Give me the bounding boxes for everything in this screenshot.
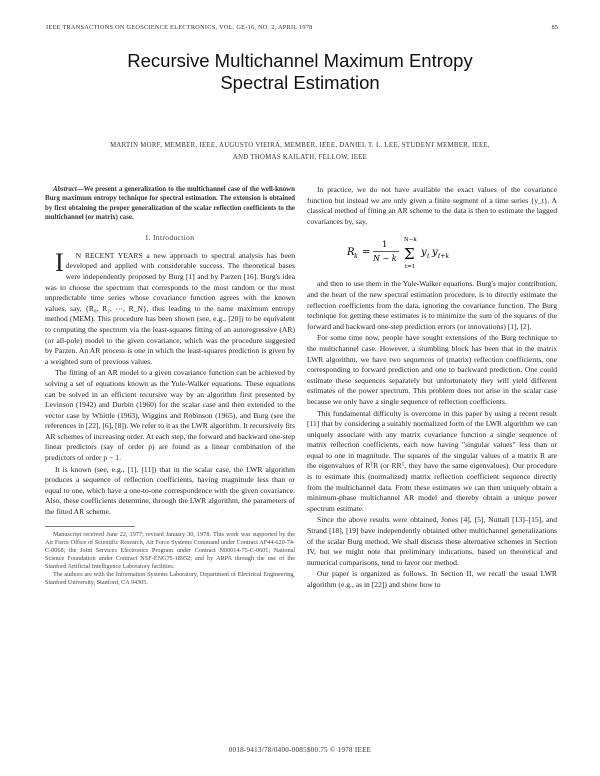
footnote-divider bbox=[45, 526, 135, 527]
eq-term-y2: y bbox=[432, 247, 438, 259]
abstract-label: Abstract bbox=[53, 186, 77, 193]
eq-sum-upper: N−k bbox=[404, 237, 417, 244]
covariance-estimate-equation bbox=[307, 229, 557, 275]
intro-paragraph-1: IN RECENT YEARS a new approach to spectral analysis has been developed and applied with considerable success. The theoretical bases were independently proposed by Burg [1] and by Parzen [16]. Burg's idea was to choose the spectrum that corresponds to the most random or the most unpredictable time series whose covariance function agrees with the known values, say, {R₀, R₁, ⋯, R_N}, thus leading to the name maximum entropy method (MEM). This procedure has been shown (see, e.g., [20]) to be equivalent to computing the spectrum via the least-squares fitting of an autoregressive (AR) (or all-pole) model to the given covariance, which was the procedure suggested by Parzen. An AR process is one in which the least-squares prediction is given by a weighted sum of previous values. bbox=[45, 247, 295, 366]
eq-lhs-sub: k bbox=[354, 252, 358, 261]
author-list bbox=[40, 140, 560, 164]
copyright-line: 0018-9413/78/0400-0085$00.75 © 1978 IEEE bbox=[228, 746, 372, 754]
eq-lhs: R bbox=[347, 247, 355, 259]
page-number: 85 bbox=[551, 24, 558, 31]
eq-denominator: N − k bbox=[373, 254, 397, 264]
eq-numerator: 1 bbox=[382, 240, 388, 251]
intro-paragraph-3: It is known (see, e.g., [1], [11]) that in the scalar case, the LWR algorithm produces a sequence of reflection coefficients, having magnitude less than or equal to one, which have a one-to-one correspondence with the given covariance. Also, these coefficients determine, through the LWR algorithm, the parameters of the fitted AR scheme. bbox=[45, 464, 295, 517]
running-head: IEEE TRANSACTIONS ON GEOSCIENCE ELECTRONICS, VOL. GE-16, NO. 2, APRIL 1978 bbox=[46, 24, 313, 31]
title-line-1: Recursive Multichannel Maximum Entropy bbox=[127, 50, 473, 71]
right-paragraph-6: Our paper is organized as follows. In Section II, we recall the usual LWR algorithm (e.g., as in [22]) and show how to bbox=[307, 569, 557, 589]
authors-line-1: MARTIN MORF, MEMBER, IEEE, AUGUSTO VIEIRA, MEMBER, IEEE, DANIEL T. L. LEE, STUDENT MEMBER, IEEE, bbox=[110, 142, 490, 149]
title-line-2: Spectral Estimation bbox=[220, 72, 380, 93]
right-paragraph-2: and then to use them in the Yule-Walker equations. Burg's major contribution, and the heart of the new spectral estimation procedure, is to directly estimate the reflection coefficients from the data, ignoring the covariance function. The Burg technique for getting these estimates is to minimize the sum of the squares of the forward and backward one-step prediction errors (or innovations) [1], [2]. bbox=[307, 279, 557, 331]
footnote-affiliation: The authors are with the Information Systems Laboratory, Department of Electrical Engineering, Stanford University, Stanford, CA 94305. bbox=[45, 570, 295, 586]
eq-term-y1-sub: t bbox=[427, 253, 430, 261]
paper-title bbox=[0, 50, 600, 94]
right-paragraph-1: In practice, we do not have available the exact values of the covariance function but instead we are only given a finite segment of a time series {y_t}. A classical method of fitting an AR scheme to the data is then to estimate the lagged covariances by, say, bbox=[307, 185, 557, 226]
section-heading-introduction: I. Introduction bbox=[145, 233, 195, 243]
eq-sum-lower: t=1 bbox=[405, 264, 416, 271]
eq-term-y1: y bbox=[421, 247, 427, 259]
right-paragraph-4: This fundamental difficulty is overcome in this paper by using a recent result [11] that by considering a suitably normalized form of the LWR algorithm we can uniquely associate with any matrix covariance function a single sequence of matrix reflection coefficients, each now having "singular values" less than or equal to one in magnitude. The squares of the singular values of a matrix R are the eigenvalues of RᵀR (or RRᵀ, they have the same eigenvalues). Our procedure is to estimate this (normalized) matrix reflection coefficient sequence directly from the multichannel data. From these estimates we can then uniquely obtain a minimum-phase multichannel AR model and thereby obtain a unique power spectrum estimate. bbox=[307, 408, 557, 513]
eq-sum-symbol: Σ bbox=[404, 245, 415, 264]
abstract-text: —We present a generalization to the multichannel case of the well-known Burg maximum entropy technique for spectral estimation. The extension is obtained by first obtaining the proper generalization of the scalar reflection coefficients to the multichannel (or matrix) case. bbox=[45, 186, 295, 221]
left-column bbox=[45, 185, 295, 587]
equation-graphic bbox=[307, 229, 557, 275]
eq-term-y2-sub: t+k bbox=[438, 253, 450, 261]
authors-line-2: AND THOMAS KAILATH, FELLOW, IEEE bbox=[232, 154, 368, 161]
eq-equals: = bbox=[362, 247, 371, 259]
abstract bbox=[45, 185, 295, 222]
intro-paragraph-2: The fitting of an AR model to a given covariance function can be achieved by solving a set of equations known as the Yule-Walker equations. These equations can be solved in an efficient recursive way by an algorithm first presented by Levinson (1942) and Durbin (1960) for the scalar case and then extended to the vector case by Whittle (1963), Wiggins and Robinson (1965), and Burg (see the references in [22], [6], [8]). We refer to it as the LWR algorithm. It recursively fits AR schemes of increasing order. At each step, the forward and backward one-step linear predictors (say of order p) are found as a linear combination of the predictors of order p − 1. bbox=[45, 368, 295, 463]
right-paragraph-3: For some time now, people have sought extensions of the Burg technique to the multichannel case. However, a stumbling block has been that in the matrix LWR algorithm, we have two sequences of (matrix) reflection coefficients, one corresponding to forward prediction and one to backward prediction. One could estimate these sequences separately but unfortunately they will yield different estimates of the power spectrum. This problem does not arise in the scalar case because we only have a single sequence of reflection coefficients. bbox=[307, 333, 557, 406]
footnote-manuscript: Manuscript received June 22, 1977; revised January 30, 1978. This work was supported by the Air Force Office of Scientific Research, Air Force Systems Command under Contract AF44-620-74-C-0068; the Joint Services Electronics Program under Contract N00014-75-C-0601; National Science Foundation under Contract NSF-ENG75-18952; and by ARPA through the use of the Stanford Artificial Intelligence Laboratory facilities. bbox=[45, 530, 295, 570]
right-paragraph-5: Since the above results were obtained, Jones [4], [5], Nuttall [13]–[15], and Strand [18], [19] have independently obtained other multichannel generalizations of the scalar Burg method. We shall discuss these alternative schemes in Section IV, but we might note that preliminary indications, based on theoretical and numerical comparisons, tend to favor our method. bbox=[307, 515, 557, 567]
right-column bbox=[307, 185, 557, 592]
